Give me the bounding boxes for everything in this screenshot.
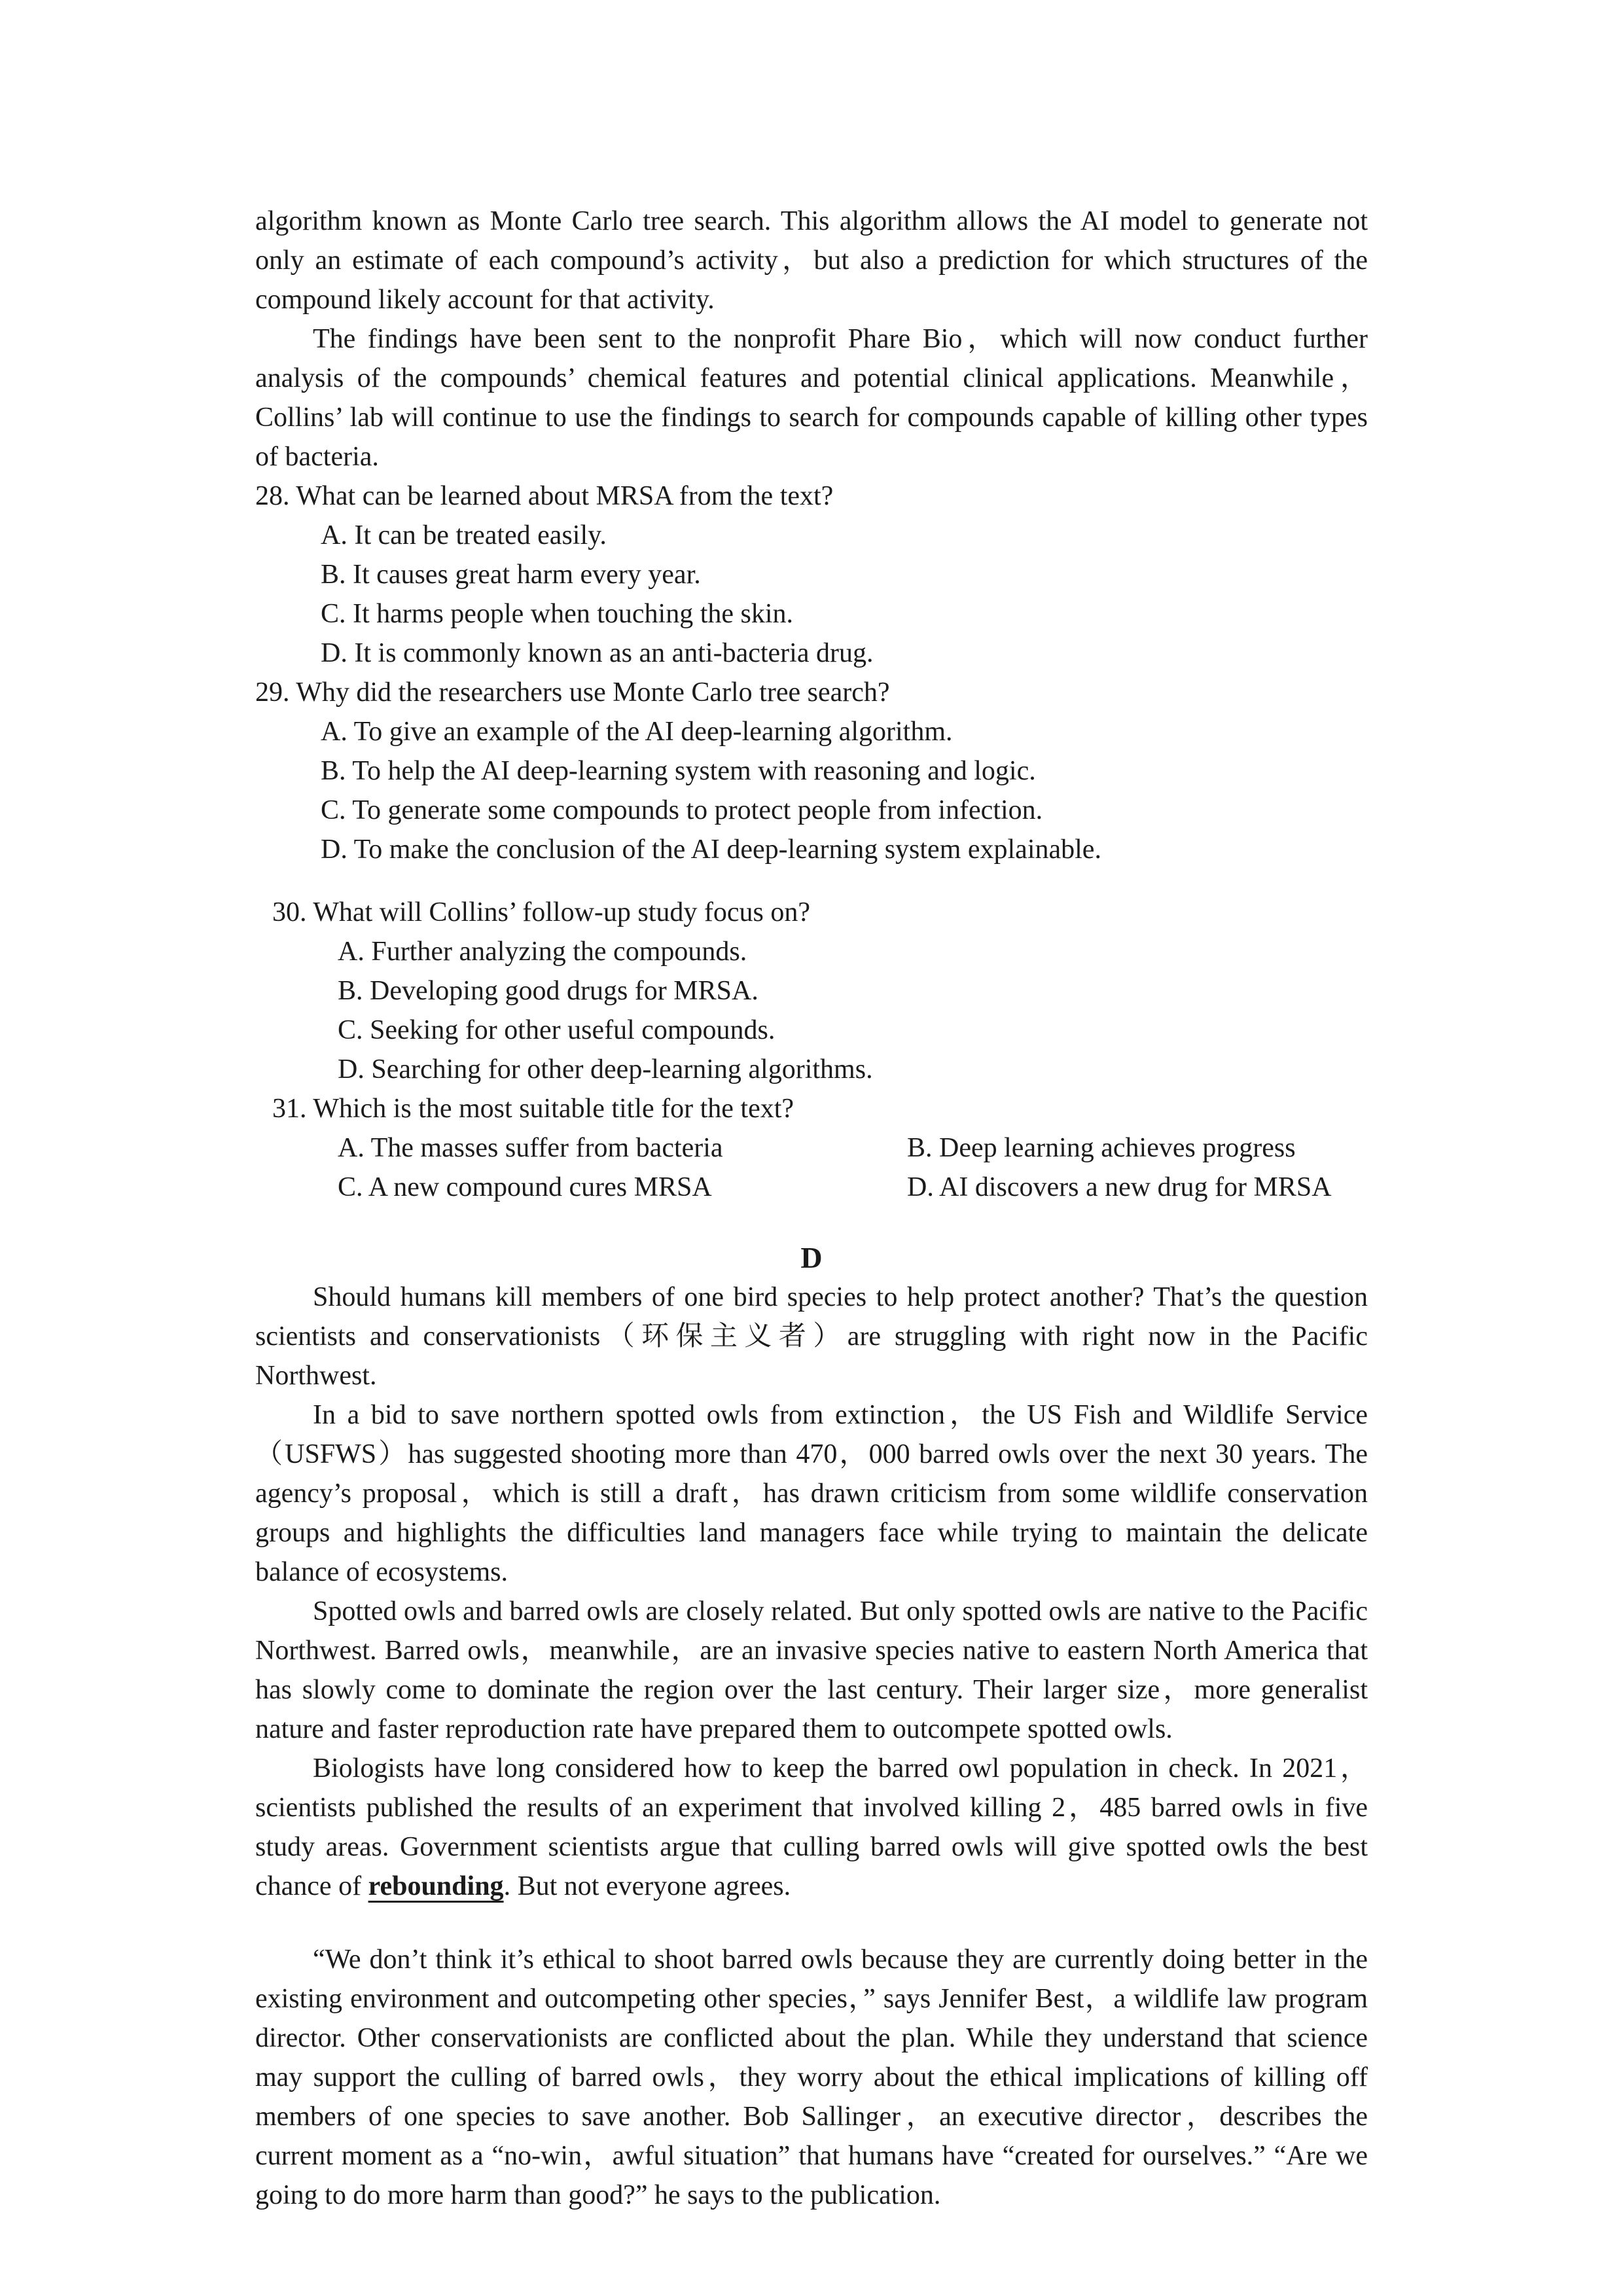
question-29-prompt: 29. Why did the researchers use Monte Carlo tree search? bbox=[255, 677, 890, 708]
passage-d-paragraph-1: Should humans kill members of one bird species to help protect another? That’s the question scientists and conservationists（环保主义者）are struggling with right now in the Pacific Northwest. bbox=[255, 1282, 1368, 1391]
question-30-option-b: B. Developing good drugs for MRSA. bbox=[338, 976, 758, 1006]
section-d-heading: D bbox=[800, 1241, 823, 1274]
question-28-prompt: 28. What can be learned about MRSA from the text? bbox=[255, 481, 834, 511]
question-31-options-row-2 bbox=[272, 1168, 1368, 1207]
passage-c-findings-paragraph: The findings have been sent to the nonprofit Phare Bio，which will now conduct further analysis of the compounds’ chemical features and potential clinical applications. Meanwhile，Collins’ lab will continue to use the findings to search for compounds capable of killing other types of bacteria. bbox=[255, 324, 1368, 472]
question-31-prompt: 31. Which is the most suitable title for the text? bbox=[272, 1094, 794, 1124]
passage-d-paragraph-4-tail: . But not everyone agrees. bbox=[503, 1871, 791, 1901]
blank-gap bbox=[255, 1906, 1368, 1940]
question-30 bbox=[272, 893, 1368, 1089]
question-29 bbox=[255, 673, 1368, 869]
question-28 bbox=[255, 476, 1368, 673]
question-29-option-d: D. To make the conclusion of the AI deep-learning system explainable. bbox=[321, 834, 1101, 865]
page-content bbox=[255, 202, 1368, 2215]
passage-c-continuation-paragraph: algorithm known as Monte Carlo tree search. This algorithm allows the AI model to generate not only an estimate of each compound’s activity，but also a prediction for which structures of the compound likely account for that activity. bbox=[255, 206, 1368, 315]
question-28-option-a: A. It can be treated easily. bbox=[321, 520, 607, 550]
question-28-option-d: D. It is commonly known as an anti-bacteria drug. bbox=[321, 638, 874, 668]
passage-d-paragraph-3: Spotted owls and barred owls are closely related. But only spotted owls are native to the Pacific Northwest. Barred owls，meanwhile，are an invasive species native to eastern North America that has slowly come to dominate the region over the last century. Their larger size，more generalist nature and faster reproduction rate have prepared them to outcompete spotted owls. bbox=[255, 1596, 1368, 1744]
passage-d-paragraph-4 bbox=[255, 1749, 1368, 1906]
question-31-option-d: D. AI discovers a new drug for MRSA bbox=[907, 1172, 1332, 1202]
question-29-option-b: B. To help the AI deep-learning system with reasoning and logic. bbox=[321, 756, 1036, 786]
passage-d-paragraph-2: In a bid to save northern spotted owls from extinction，the US Fish and Wildlife Service（USFWS）has suggested shooting more than 470，000 barred owls over the next 30 years. The agency’s proposal，which is still a draft，has drawn criticism from some wildlife conservation groups and highlights the difficulties land managers face while trying to maintain the delicate balance of ecosystems. bbox=[255, 1400, 1368, 1587]
question-28-option-b: B. It causes great harm every year. bbox=[321, 560, 701, 590]
question-30-option-d: D. Searching for other deep-learning algorithms. bbox=[338, 1054, 873, 1085]
question-31 bbox=[272, 1089, 1368, 1207]
blank-gap bbox=[255, 869, 1368, 893]
question-31-options-row-1 bbox=[272, 1128, 1368, 1168]
question-30-prompt: 30. What will Collins’ follow-up study focus on? bbox=[272, 897, 811, 927]
question-28-option-c: C. It harms people when touching the skin. bbox=[321, 599, 794, 629]
passage-d-paragraph-4-text: Biologists have long considered how to keep the barred owl population in check. In 2021，scientists published the results of an experiment that involved killing 2，485 barred owls in five study areas. Government scientists argue that culling barred owls will give spotted owls the best chance of bbox=[255, 1753, 1368, 1901]
question-31-option-b: B. Deep learning achieves progress bbox=[907, 1133, 1296, 1163]
question-29-option-a: A. To give an example of the AI deep-learning algorithm. bbox=[321, 717, 953, 747]
question-29-option-c: C. To generate some compounds to protect people from infection. bbox=[321, 795, 1043, 825]
question-30-option-a: A. Further analyzing the compounds. bbox=[338, 937, 747, 967]
question-31-option-c: C. A new compound cures MRSA bbox=[338, 1172, 712, 1202]
rebounding-bold-underlined-word: rebounding bbox=[368, 1871, 504, 1901]
question-31-option-a: A. The masses suffer from bacteria bbox=[338, 1133, 723, 1163]
question-30-option-c: C. Seeking for other useful compounds. bbox=[338, 1015, 776, 1045]
passage-d-paragraph-5: “We don’t think it’s ethical to shoot barred owls because they are currently doing better in the existing environment and outcompeting other species，” says Jennifer Best，a wildlife law program director. Other conservationists are conflicted about the plan. While they understand that science may support the culling of barred owls，they worry about the ethical implications of killing off members of one species to save another. Bob Sallinger，an executive director，describes the current moment as a “no-win，awful situation” that humans have “created for ourselves.” “Are we going to do more harm than good?” he says to the publication. bbox=[255, 1945, 1368, 2210]
